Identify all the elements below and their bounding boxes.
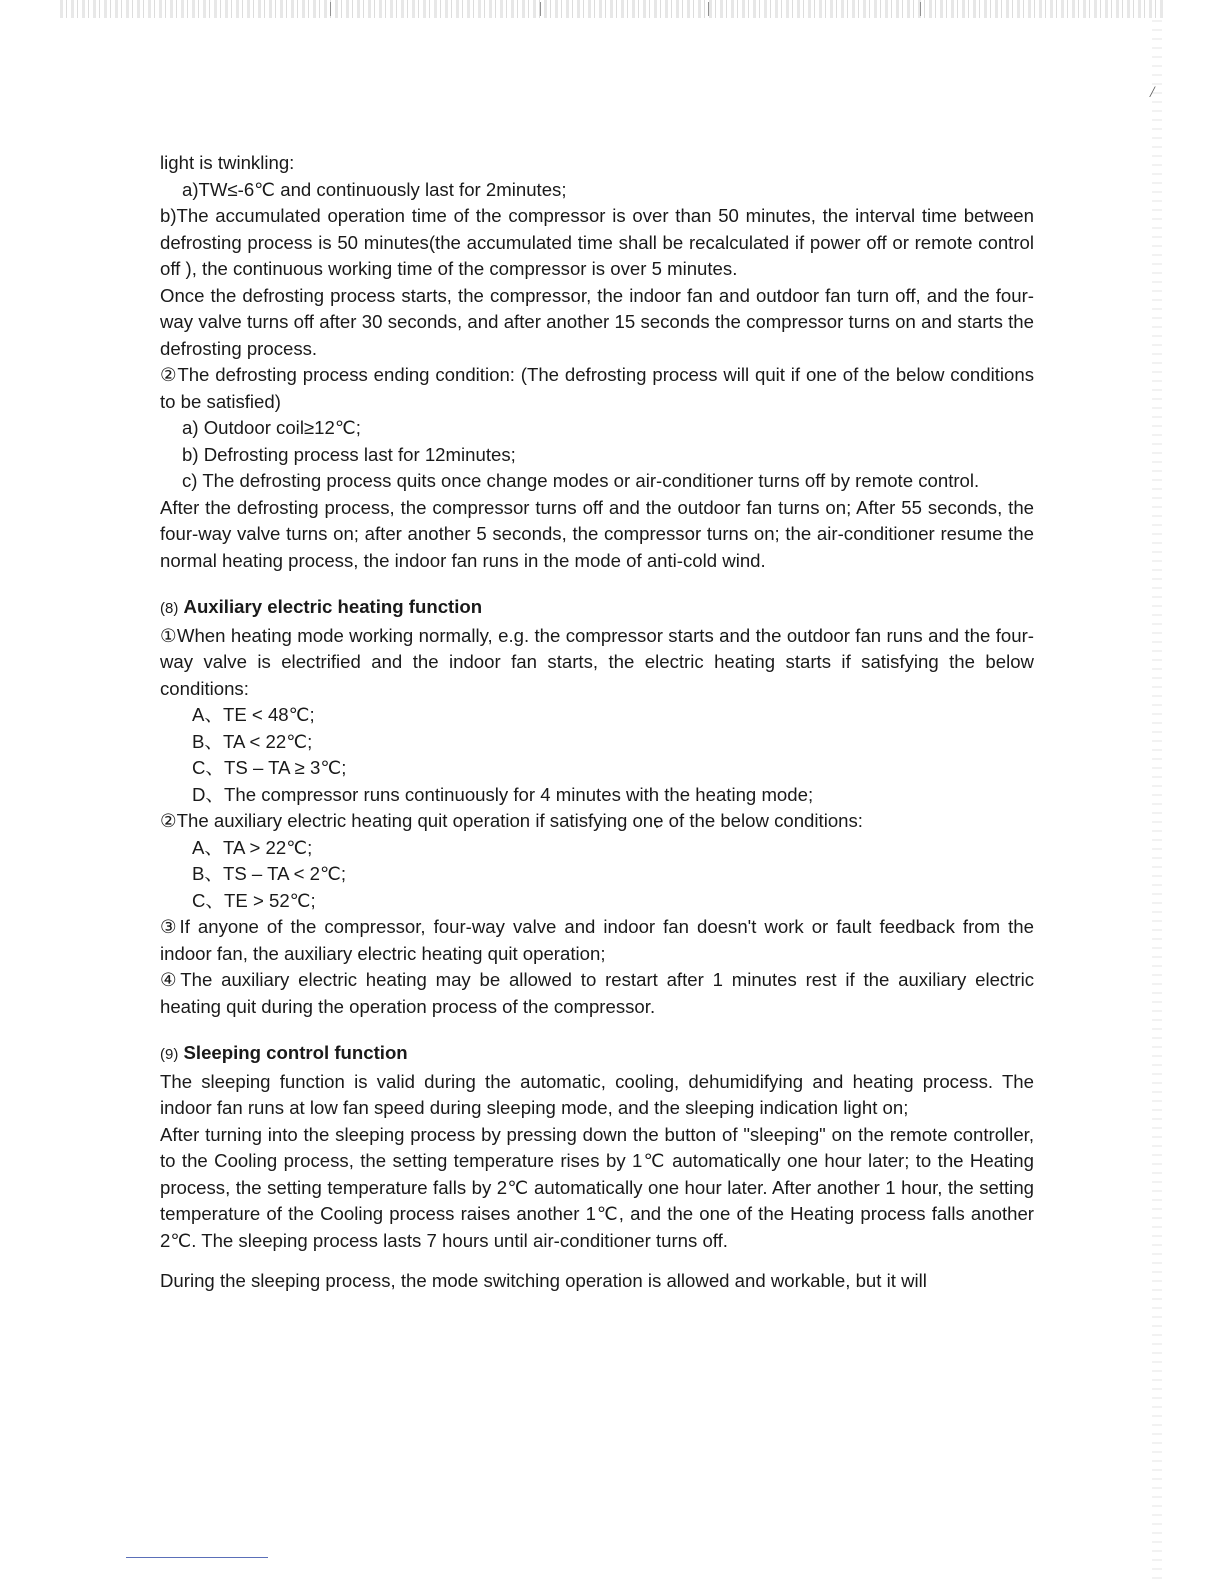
paragraph: After the defrosting process, the compressor turns off and the outdoor fan turns on; After 55 seconds, the four-way valve turns on; after another 5 seconds, the compressor turns on; the air-conditioner resume the normal heating process, the indoor fan runs in the mode of anti-cold wind.	[160, 496, 1034, 571]
section-title: Sleeping control function	[183, 1042, 408, 1063]
paragraph: ②The defrosting process ending condition: (The defrosting process will quit if one of the below conditions to be satisfied)	[160, 364, 1034, 412]
condition-item: C、TS – TA ≥ 3℃;	[192, 757, 347, 778]
section-heading-8	[160, 594, 1034, 623]
section-number: (9)	[160, 1046, 179, 1063]
condition-item: a) Outdoor coil≥12℃;	[182, 417, 361, 438]
document-body	[160, 150, 1034, 1295]
condition-item: C、TE > 52℃;	[192, 889, 316, 911]
paragraph: ③If anyone of the compressor, four-way valve and indoor fan doesn't work or fault feedback from the indoor fan, the auxiliary electric heating quit operation;	[160, 916, 1034, 964]
condition-item: A、TA > 22℃;	[192, 836, 313, 858]
paragraph: Once the defrosting process starts, the compressor, the indoor fan and outdoor fan turn off, and the four-way valve turns off after 30 seconds, and after another 15 seconds the compressor turns on and starts the defrosting process.	[160, 284, 1034, 359]
condition-item: c) The defrosting process quits once change modes or air-conditioner turns off by remote control.	[182, 470, 980, 491]
section-heading-9	[160, 1040, 1034, 1069]
condition-item: b) Defrosting process last for 12minutes;	[182, 443, 516, 465]
condition-item: B、TA < 22℃;	[192, 730, 313, 752]
condition-item: a)TW≤-6℃ and continuously last for 2minutes;	[182, 178, 567, 200]
paragraph: After turning into the sleeping process by pressing down the button of "sleeping" on the remote controller, to the Cooling process, the setting temperature rises by 1℃ automatically one hour later; to the Heating process, the setting temperature falls by 2℃ automatically one hour later. After another 1 hour, the setting temperature of the Cooling process raises another 1℃, and the one of the Heating process falls another 2℃. The sleeping process lasts 7 hours until air-conditioner turns off.	[160, 1123, 1034, 1251]
condition-item: b)The accumulated operation time of the compressor is over than 50 minutes, the interval time between defrosting process is 50 minutes(the accumulated time shall be recalculated if power off or remote control off ), the continuous working time of the compressor is over 5 minutes.	[160, 205, 1034, 279]
paragraph: ②The auxiliary electric heating quit operation if satisfying one of the below conditions:	[160, 810, 863, 831]
scan-artifact-right	[1152, 20, 1162, 1584]
condition-item: B、TS – TA < 2℃;	[192, 863, 347, 884]
paragraph: ①When heating mode working normally, e.g. the compressor starts and the outdoor fan runs and the four-way valve is electrified and the indoor fan starts, the electric heating starts if satisfying the below conditions:	[160, 624, 1034, 699]
paragraph: During the sleeping process, the mode switching operation is allowed and workable, but it will	[160, 1270, 927, 1291]
section-number: (8)	[160, 600, 179, 617]
condition-item: A、TE < 48℃;	[192, 704, 315, 725]
paragraph: light is twinkling:	[160, 152, 295, 173]
bottom-rule	[126, 1557, 268, 1558]
paragraph: ④The auxiliary electric heating may be allowed to restart after 1 minutes rest if the auxiliary electric heating quit during the operation process of the compressor.	[160, 969, 1034, 1017]
margin-mark: /	[1150, 84, 1155, 101]
condition-item: D、The compressor runs continuously for 4 minutes with the heating mode;	[192, 783, 814, 805]
paragraph: The sleeping function is valid during the automatic, cooling, dehumidifying and heating process. The indoor fan runs at low fan speed during sleeping mode, and the sleeping indication light on;	[160, 1070, 1034, 1118]
section-title: Auxiliary electric heating function	[183, 596, 483, 617]
scan-artifact-top	[60, 0, 1164, 18]
